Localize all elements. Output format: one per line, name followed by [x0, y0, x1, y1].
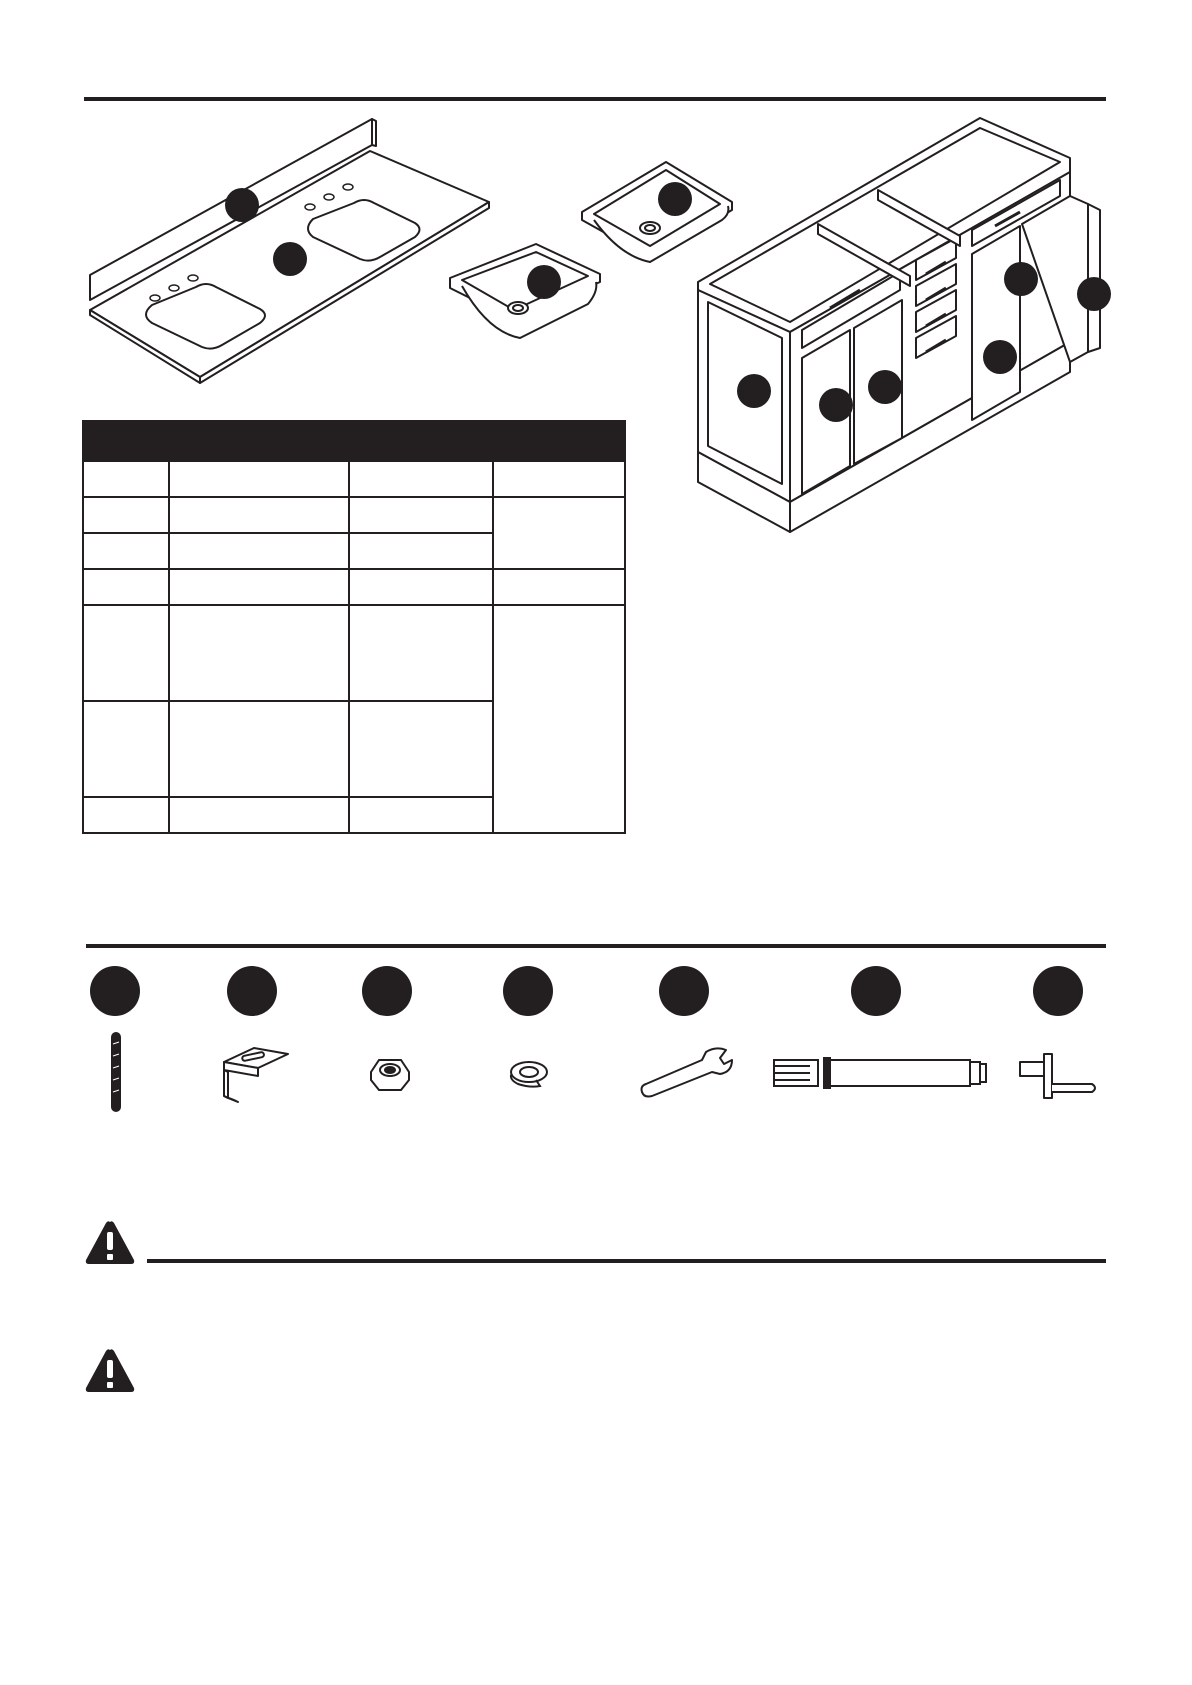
- hardware-label-2: [227, 966, 277, 1016]
- hardware-label-7: [1033, 966, 1083, 1016]
- table-cell: [493, 605, 625, 833]
- hardware-label-5: [659, 966, 709, 1016]
- part-label-door-right: [1077, 277, 1111, 311]
- part-label-door-left: [819, 388, 853, 422]
- bracket-icon: [214, 1046, 294, 1106]
- table-cell: [493, 569, 625, 605]
- table-cell: [169, 461, 349, 497]
- table-cell: [169, 797, 349, 833]
- table-cell: [83, 497, 169, 533]
- table-cell: [349, 533, 493, 569]
- warning-rule: [147, 1259, 1106, 1263]
- table-cell: [349, 461, 493, 497]
- hardware-label-3: [362, 966, 412, 1016]
- table-cell: [493, 497, 625, 569]
- table-cell: [169, 533, 349, 569]
- lock-washer-icon: [506, 1058, 552, 1090]
- table-cell: [493, 461, 625, 497]
- table-cell: [349, 701, 493, 797]
- parts-table: [82, 420, 626, 834]
- warning-icon: [84, 1220, 136, 1266]
- table-cell: [83, 533, 169, 569]
- table-cell: [349, 605, 493, 701]
- table-cell: [83, 797, 169, 833]
- table-row: [83, 605, 625, 701]
- part-label-door-left-2: [868, 370, 902, 404]
- table-cell: [83, 605, 169, 701]
- hardware-label-6: [851, 966, 901, 1016]
- table-cell: [169, 497, 349, 533]
- table-header-cell: [83, 421, 169, 461]
- table-header-cell: [493, 421, 625, 461]
- table-row: [83, 461, 625, 497]
- part-label-sink-right: [658, 182, 692, 216]
- table-cell: [169, 569, 349, 605]
- table-cell: [349, 497, 493, 533]
- table-row: [83, 497, 625, 533]
- vanity-cabinet-drawing: [690, 112, 1130, 542]
- table-cell: [169, 605, 349, 701]
- part-label-sink-left: [527, 265, 561, 299]
- part-label-shelf: [1004, 262, 1038, 296]
- part-label-backsplash: [225, 188, 259, 222]
- hardware-label-4: [503, 966, 553, 1016]
- hardware-rule: [86, 944, 1106, 948]
- table-row: [83, 569, 625, 605]
- table-cell: [349, 569, 493, 605]
- table-header-cell: [169, 421, 349, 461]
- table-cell: [83, 461, 169, 497]
- table-header-row: [83, 421, 625, 461]
- drill-bit-icon: [770, 1054, 1000, 1094]
- table-header-cell: [349, 421, 493, 461]
- table-cell: [83, 569, 169, 605]
- part-label-cabinet-side: [737, 374, 771, 408]
- hardware-label-1: [90, 966, 140, 1016]
- part-label-door-right-2: [983, 340, 1017, 374]
- wrench-icon: [638, 1046, 734, 1102]
- rod-bolt-icon: [106, 1030, 126, 1114]
- table-cell: [83, 701, 169, 797]
- hex-nut-icon: [365, 1054, 415, 1096]
- part-label-countertop: [273, 242, 307, 276]
- table-cell: [169, 701, 349, 797]
- hex-key-icon: [1016, 1052, 1100, 1102]
- table-cell: [349, 797, 493, 833]
- header-rule: [84, 97, 1106, 101]
- warning-icon-2: [84, 1348, 136, 1394]
